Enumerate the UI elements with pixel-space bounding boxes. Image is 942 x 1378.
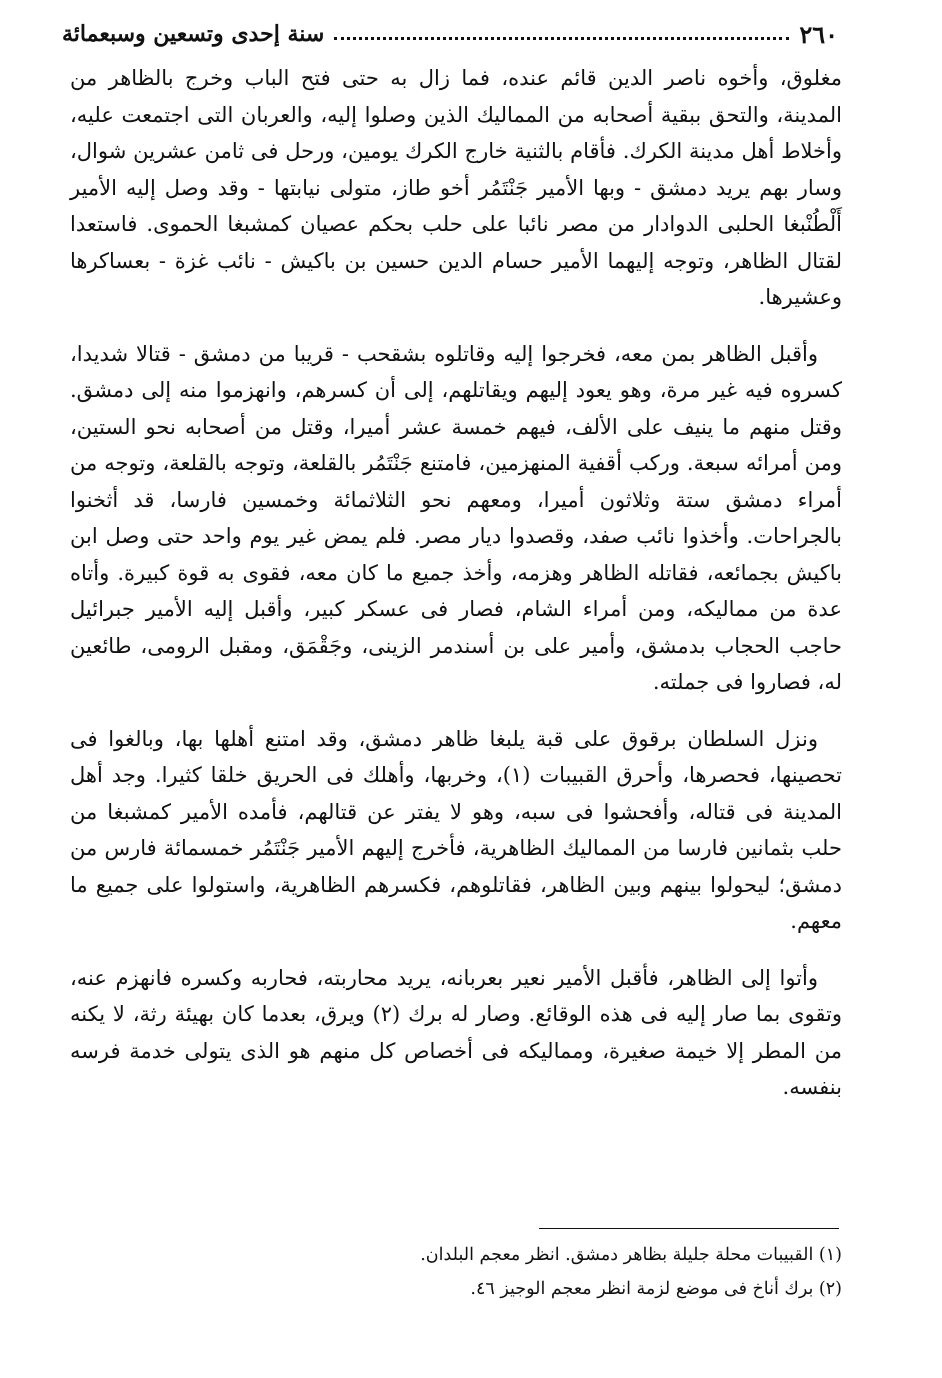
page-header — [62, 14, 838, 54]
running-title: سنة إحدى وتسعين وسبعمائة — [62, 21, 325, 47]
footnotes — [90, 1238, 842, 1306]
paragraph-3: ونزل السلطان برقوق على قبة يلبغا ظاهر دمشق، وقد امتنع أهلها بها، وبالغوا فى تحصينها، فحصرها، وأحرق القبيبات (١)، وخربها، وأهلك فى الحريق خلقا كثيرا. وجد أهل المدينة فى قتاله، وأفحشوا فى سبه، وهو لا يفتر عن قتالهم، فأمده الأمير كمشبغا من حلب بثمانين فارسا من المماليك الظاهرية، فأخرج إليهم الأمير جَنْتَمُر خمسمائة فارس من دمشق؛ ليحولوا بينهم وبين الظاهر، فقاتلوهم، فكسرهم الظاهرية، واستولوا على جميع ما معهم. — [70, 726, 842, 933]
footnote-1: (١) القبيبات محلة جليلة بظاهر دمشق. انظر معجم البلدان. — [420, 1245, 842, 1265]
footnote-divider — [539, 1228, 839, 1229]
page-number: ٢٦٠ — [799, 19, 838, 49]
paragraph-4: وأتوا إلى الظاهر، فأقبل الأمير نعير بعربانه، يريد محاربته، فحاربه وكسره فانهزم عنه، وتقوى بما صار إليه فى هذه الوقائع. وصار له برك (٢) ويرق، بعدما كان بهيئة رثة، لا يكنه من المطر إلا خيمة صغيرة، ومماليكه فى أخصاص كل منهم هو الذى يتولى خدمة فرسه بنفسه. — [70, 965, 842, 1099]
paragraph-2: وأقبل الظاهر بمن معه، فخرجوا إليه وقاتلوه بشقحب - قريبا من دمشق - قتالا شديدا، كسروه فيه غير مرة، وهو يعود إليهم ويقاتلهم، إلى أن كسرهم، وانهزموا منه إلى دمشق. وقتل منهم ما ينيف على الألف، فيهم خمسة عشر أميرا، وقتل من أصحابه نحو الستين، ومن أمرائه سبعة. وركب أقفية المنهزمين، فامتنع جَنْتَمُر بالقلعة، وتوجه بالقلعة، وتوجه من أمراء دمشق ستة وثلاثون أميرا، ومعهم نحو الثلاثمائة وخمسين فارسا، قد أثخنوا بالجراحات. وأخذوا نائب صفد، وقصدوا ديار مصر. فلم يمض غير يوم واحد حتى وصل ابن باكيش بجمائعه، فقاتله الظاهر وهزمه، وأخذ جميع ما كان معه، فقوى به قوة كبيرة. وأتاه عدة من مماليكه، ومن أمراء الشام، فصار فى عسكر كبير، وأقبل إليه الأمير جبرائيل حاجب الحجاب بدمشق، وأمير على بن أسندمر الزينى، وجَقْمَق، ومقبل الرومى، طائعين له، فصاروا فى جملته. — [70, 341, 842, 694]
header-dot-leader — [334, 37, 789, 40]
main-text — [70, 60, 842, 1126]
paragraph-1: مغلوق، وأخوه ناصر الدين قائم عنده، فما زال به حتى فتح الباب وخرج بالظاهر من المدينة، والتحق ببقية أصحابه من المماليك الذين وصلوا إليه، والعربان التى اجتمعت عليه، وأخلاط أهل مدينة الكرك. فأقام بالثنية خارج الكرك يومين، ورحل فى ثامن عشرين شوال، وسار بهم يريد دمشق - وبها الأمير جَنْتَمُر أخو طاز، متولى نيابتها - وقد وصل إليه الأمير أَلْطُنْبغا الحلبى الدوادار من مصر نائبا على حلب بحكم عصيان كمشبغا الحموى. فاستعدا لقتال الظاهر، وتوجه إليهما الأمير حسام الدين حسين بن باكيش - نائب غزة - بعساكرها وعشيرها. — [70, 66, 842, 309]
footnote-2: (٢) برك أناخ فى موضع لزمة انظر معجم الوجيز ٤٦. — [470, 1279, 842, 1299]
